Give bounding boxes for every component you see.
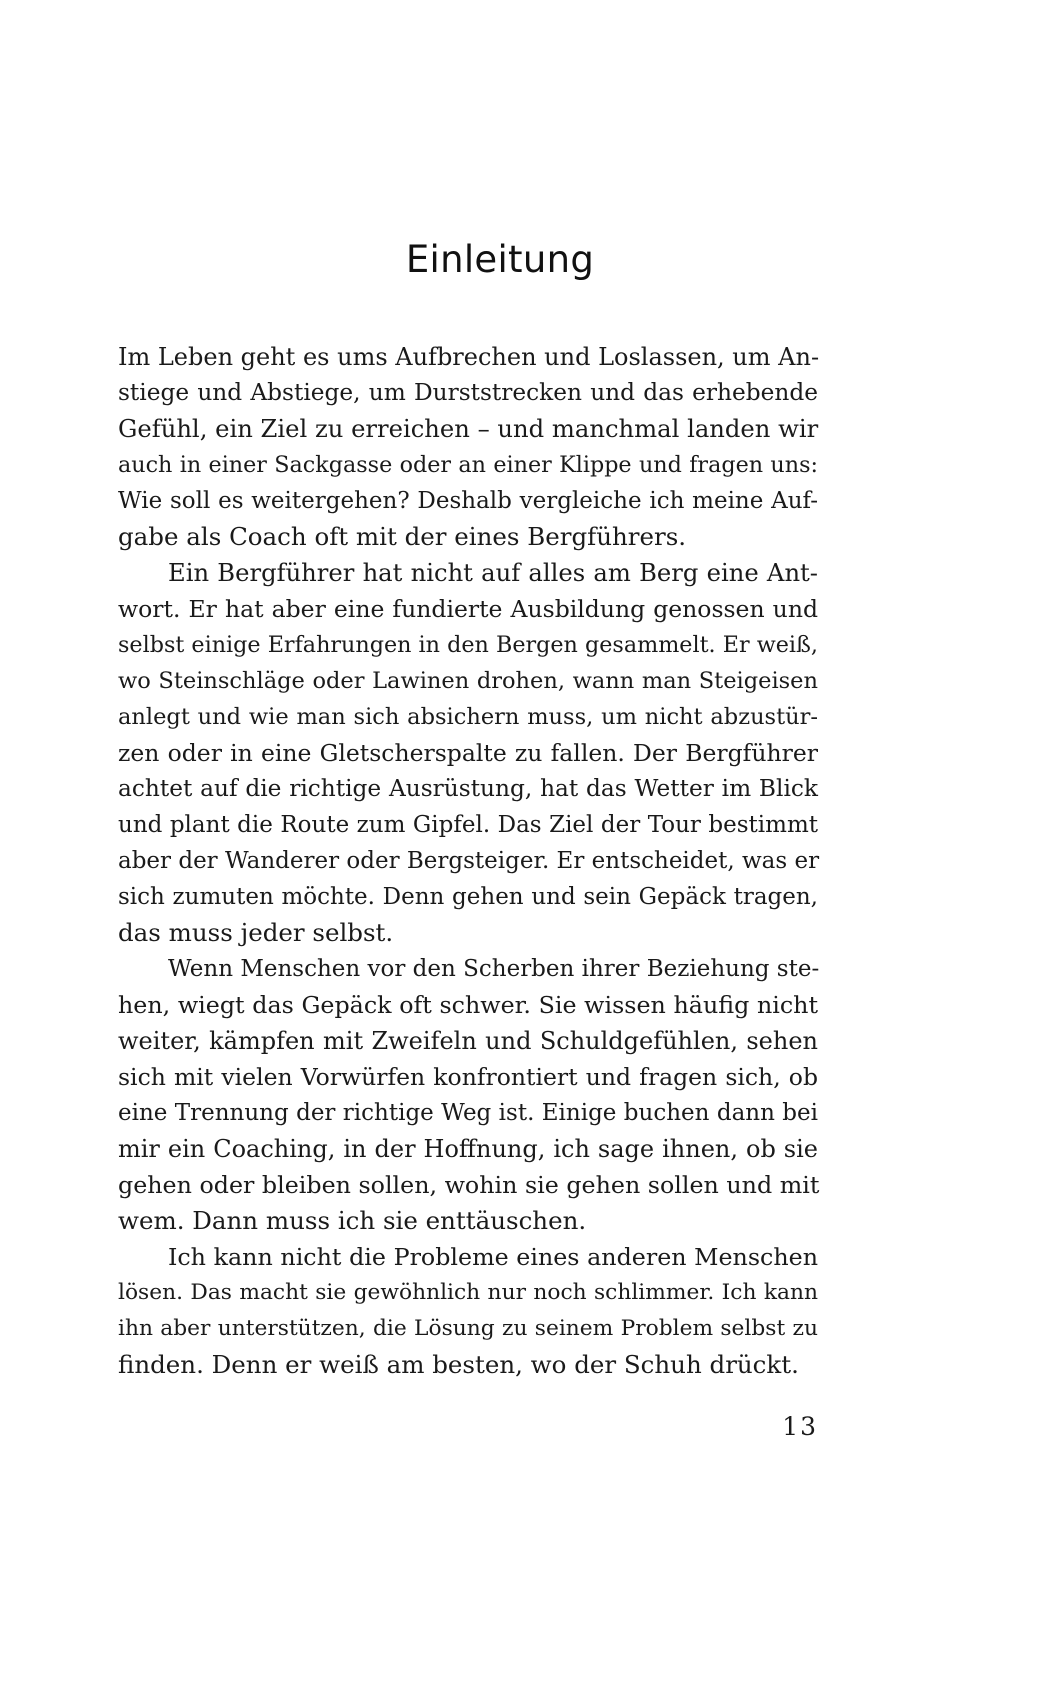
text-line: weiter, kämpfen mit Zweifeln und Schuldgefühlen, sehen — [118, 1027, 818, 1055]
text-line: das muss jeder selbst. — [118, 918, 394, 947]
text-line: stiege und Abstiege, um Durststrecken und das erhebende — [118, 379, 818, 406]
text-line: mir ein Coaching, in der Hoffnung, ich sage ihnen, ob sie — [118, 1135, 818, 1163]
body-text — [118, 339, 818, 1383]
text-line: finden. Denn er weiß am besten, wo der Schuh drückt. — [118, 1350, 799, 1379]
text-line: Im Leben geht es ums Aufbrechen und Loslassen, um An- — [118, 343, 820, 371]
text-line: Ein Bergführer hat nicht auf alles am Berg eine Ant- — [168, 558, 818, 587]
text-line: anlegt und wie man sich absichern muss, um nicht abzustür- — [118, 704, 818, 730]
text-line: wort. Er hat aber eine fundierte Ausbildung genossen und — [118, 595, 818, 623]
text-line: achtet auf die richtige Ausrüstung, hat das Wetter im Blick — [118, 775, 818, 802]
text-line: Wenn Menschen vor den Scherben ihrer Beziehung ste- — [168, 956, 820, 982]
text-line: und plant die Route zum Gipfel. Das Ziel der Tour bestimmt — [118, 812, 818, 838]
text-line: sich mit vielen Vorwürfen konfrontiert und fragen sich, ob — [118, 1063, 818, 1091]
text-line: aber der Wanderer oder Bergsteiger. Er entscheidet, was er — [118, 848, 820, 874]
text-line: wem. Dann muss ich sie enttäuschen. — [118, 1206, 587, 1235]
text-line: auch in einer Sackgasse oder an einer Klippe und fragen uns: — [118, 452, 818, 478]
text-line: gehen oder bleiben sollen, wohin sie gehen sollen und mit — [118, 1171, 820, 1199]
page-number: 13 — [782, 1412, 818, 1441]
text-line: lösen. Das macht sie gewöhnlich nur noch schlimmer. Ich kann — [118, 1280, 818, 1305]
text-line: hen, wiegt das Gepäck oft schwer. Sie wissen häufig nicht — [118, 991, 818, 1019]
text-line: sich zumuten möchte. Denn gehen und sein Gepäck tragen, — [118, 884, 818, 910]
text-line: Ich kann nicht die Probleme eines anderen Menschen — [168, 1243, 818, 1271]
text-line: wo Steinschläge oder Lawinen drohen, wann man Steigeisen — [118, 668, 818, 694]
chapter-title: Einleitung — [405, 238, 595, 281]
text-line: selbst einige Erfahrungen in den Bergen gesammelt. Er weiß, — [118, 632, 818, 658]
text-line: Wie soll es weitergehen? Deshalb vergleiche ich meine Auf- — [118, 488, 818, 514]
text-line: zen oder in eine Gletscherspalte zu fallen. Der Bergführer — [118, 739, 818, 767]
text-line: Gefühl, ein Ziel zu erreichen – und manchmal landen wir — [118, 414, 819, 443]
text-line: gabe als Coach oft mit der eines Bergführers. — [118, 522, 687, 551]
text-line: eine Trennung der richtige Weg ist. Einige buchen dann bei — [118, 1100, 818, 1126]
text-line: ihn aber unterstützen, die Lösung zu seinem Problem selbst zu — [118, 1316, 818, 1341]
